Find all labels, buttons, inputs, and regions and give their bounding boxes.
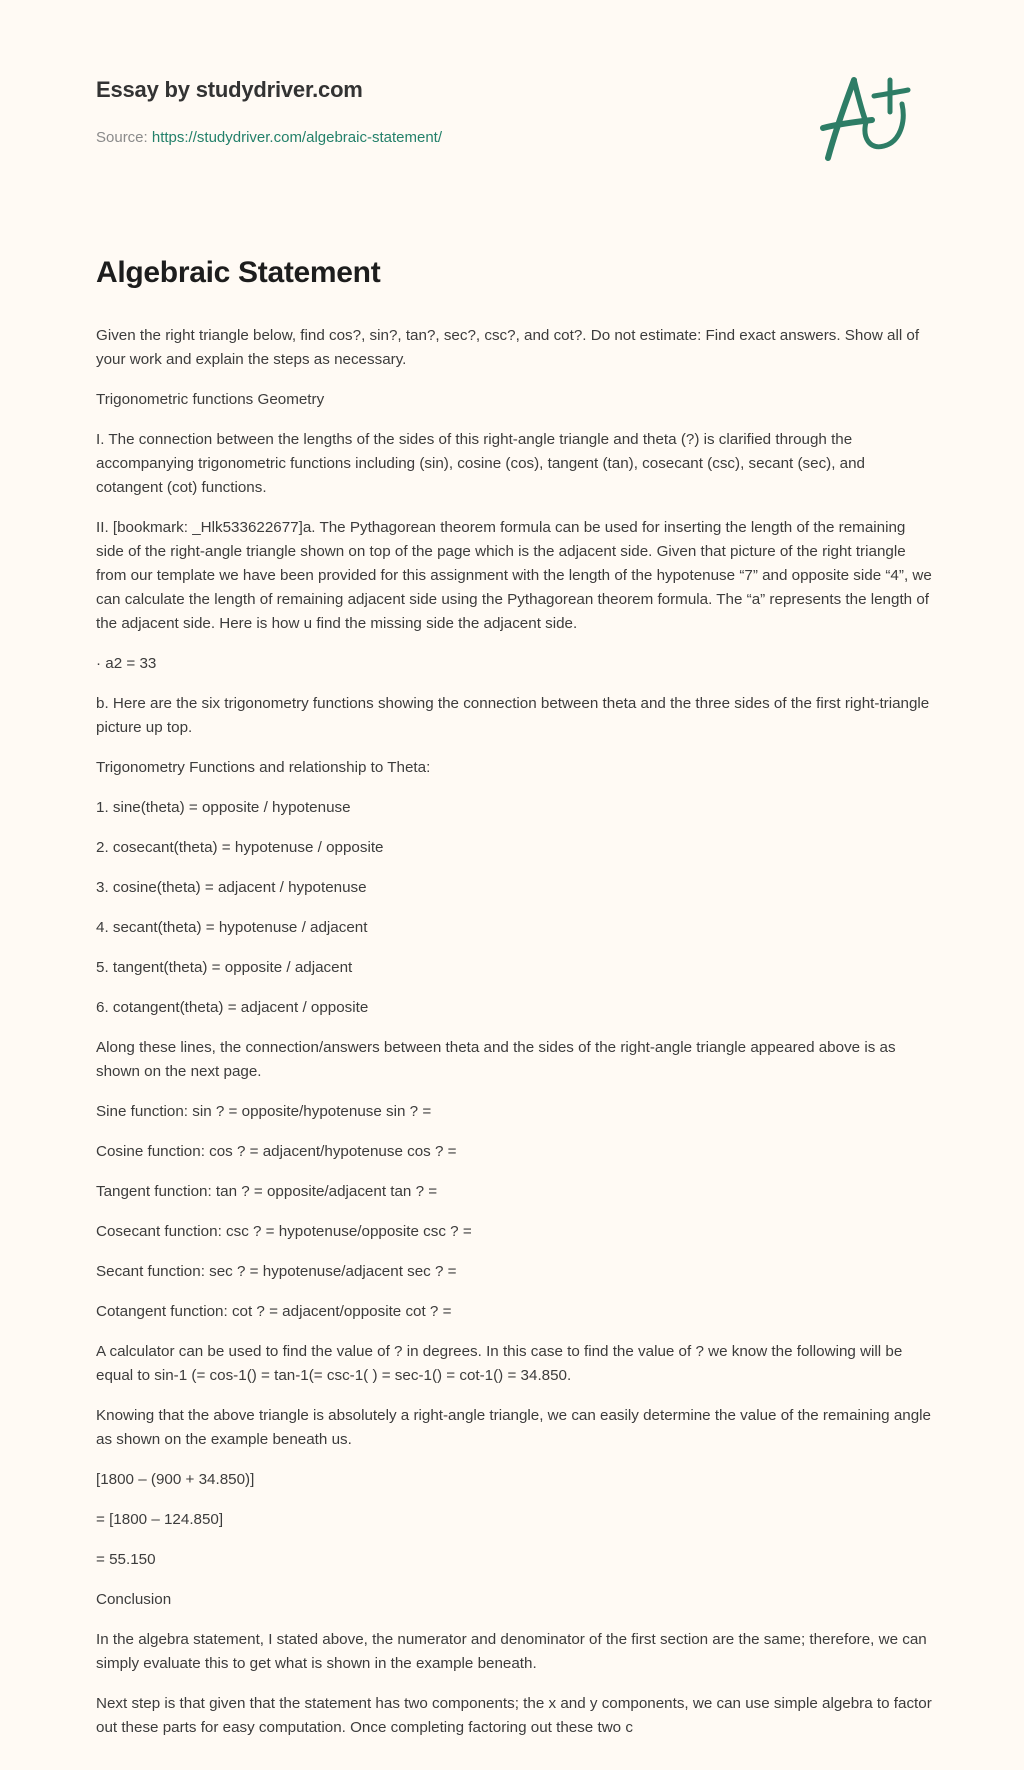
list-item-tangent: 5. tangent(theta) = opposite / adjacent <box>96 959 353 976</box>
conclusion-heading: Conclusion <box>96 1591 172 1608</box>
list-item-cosecant: 2. cosecant(theta) = hypotenuse / opposite <box>96 839 384 856</box>
paragraph-along-these-lines: Along these lines, the connection/answers between theta and the sides of the right-angle triangle appeared above is as shown on the next page. <box>96 1039 896 1080</box>
function-line-cosine: Cosine function: cos ? = adjacent/hypotenuse cos ? = <box>96 1143 457 1160</box>
paragraph-heading-trig-geometry: Trigonometric functions Geometry <box>96 391 325 408</box>
source-label: Source: <box>96 129 152 146</box>
function-line-tangent: Tangent function: tan ? = opposite/adjacent tan ? = <box>96 1183 438 1200</box>
function-line-sine: Sine function: sin ? = opposite/hypotenuse sin ? = <box>96 1103 432 1120</box>
equation-step-1: [1800 – (900 + 34.850)] <box>96 1471 255 1488</box>
paragraph-prompt: Given the right triangle below, find cos?, sin?, tan?, sec?, csc?, and cot?. Do not estimate: Find exact answers. Show all of your work and explain the steps as necessary. <box>96 327 920 368</box>
equation-step-3: = 55.150 <box>96 1551 156 1568</box>
paragraph-section-1: I. The connection between the lengths of the sides of this right-angle triangle and theta (?) is clarified through the accompanying trigonometric functions including (sin), cosine (cos), tangent (tan), cosecant (csc), secant (sec), and cotangent (cot) functions. <box>96 431 866 496</box>
source-line <box>96 128 936 148</box>
list-item-sine: 1. sine(theta) = opposite / hypotenuse <box>96 799 351 816</box>
brand-title: Essay by studydriver.com <box>96 77 363 102</box>
paragraph-functions-heading: Trigonometry Functions and relationship to Theta: <box>96 759 431 776</box>
function-line-secant: Secant function: sec ? = hypotenuse/adjacent sec ? = <box>96 1263 457 1280</box>
article-title: Algebraic Statement <box>96 256 381 289</box>
paragraph-section-2a: II. [bookmark: _Hlk533622677]a. The Pythagorean theorem formula can be used for inserting the length of the remaining side of the right-angle triangle shown on top of the page which is the adjacent side. Given that picture of the right triangle from our template we have been provided for this assignment with the length of the hypotenuse “7” and opposite side “4”, we can calculate the length of remaining adjacent side using the Pythagorean theorem formula. The “a” represents the length of the adjacent side. Here is how u find the missing side the adjacent side. <box>96 519 932 632</box>
function-line-cotangent: Cotangent function: cot ? = adjacent/opposite cot ? = <box>96 1303 452 1320</box>
list-item-cosine: 3. cosine(theta) = adjacent / hypotenuse <box>96 879 367 896</box>
paragraph-equation-a2: · a2 = 33 <box>96 655 157 672</box>
list-item-cotangent: 6. cotangent(theta) = adjacent / opposite <box>96 999 369 1016</box>
function-line-cosecant: Cosecant function: csc ? = hypotenuse/opposite csc ? = <box>96 1223 472 1240</box>
essay-header <box>96 72 936 172</box>
paragraph-conclusion-2: Next step is that given that the statement has two components; the x and y components, we can use simple algebra to factor out these parts for easy computation. Once completing factoring out these two c <box>96 1695 932 1736</box>
equation-step-2: = [1800 – 124.850] <box>96 1511 224 1528</box>
a-plus-grade-icon <box>820 72 932 168</box>
paragraph-right-angle: Knowing that the above triangle is absolutely a right-angle triangle, we can easily determine the value of the remaining angle as shown on the example beneath us. <box>96 1407 931 1448</box>
article <box>96 250 932 1756</box>
paragraph-calculator: A calculator can be used to find the value of ? in degrees. In this case to find the value of ? we know the following will be equal to sin-1 (= cos-1() = tan-1(= csc-1( ) = sec-1() = cot-1() = 34.850. <box>96 1343 903 1384</box>
list-item-secant: 4. secant(theta) = hypotenuse / adjacent <box>96 919 368 936</box>
paragraph-section-2b: b. Here are the six trigonometry functions showing the connection between theta and the three sides of the first right-triangle picture up top. <box>96 695 930 736</box>
source-link[interactable]: https://studydriver.com/algebraic-statement/ <box>151 129 443 146</box>
paragraph-conclusion-1: In the algebra statement, I stated above, the numerator and denominator of the first section are the same; therefore, we can simply evaluate this to get what is shown in the example beneath. <box>96 1631 927 1672</box>
